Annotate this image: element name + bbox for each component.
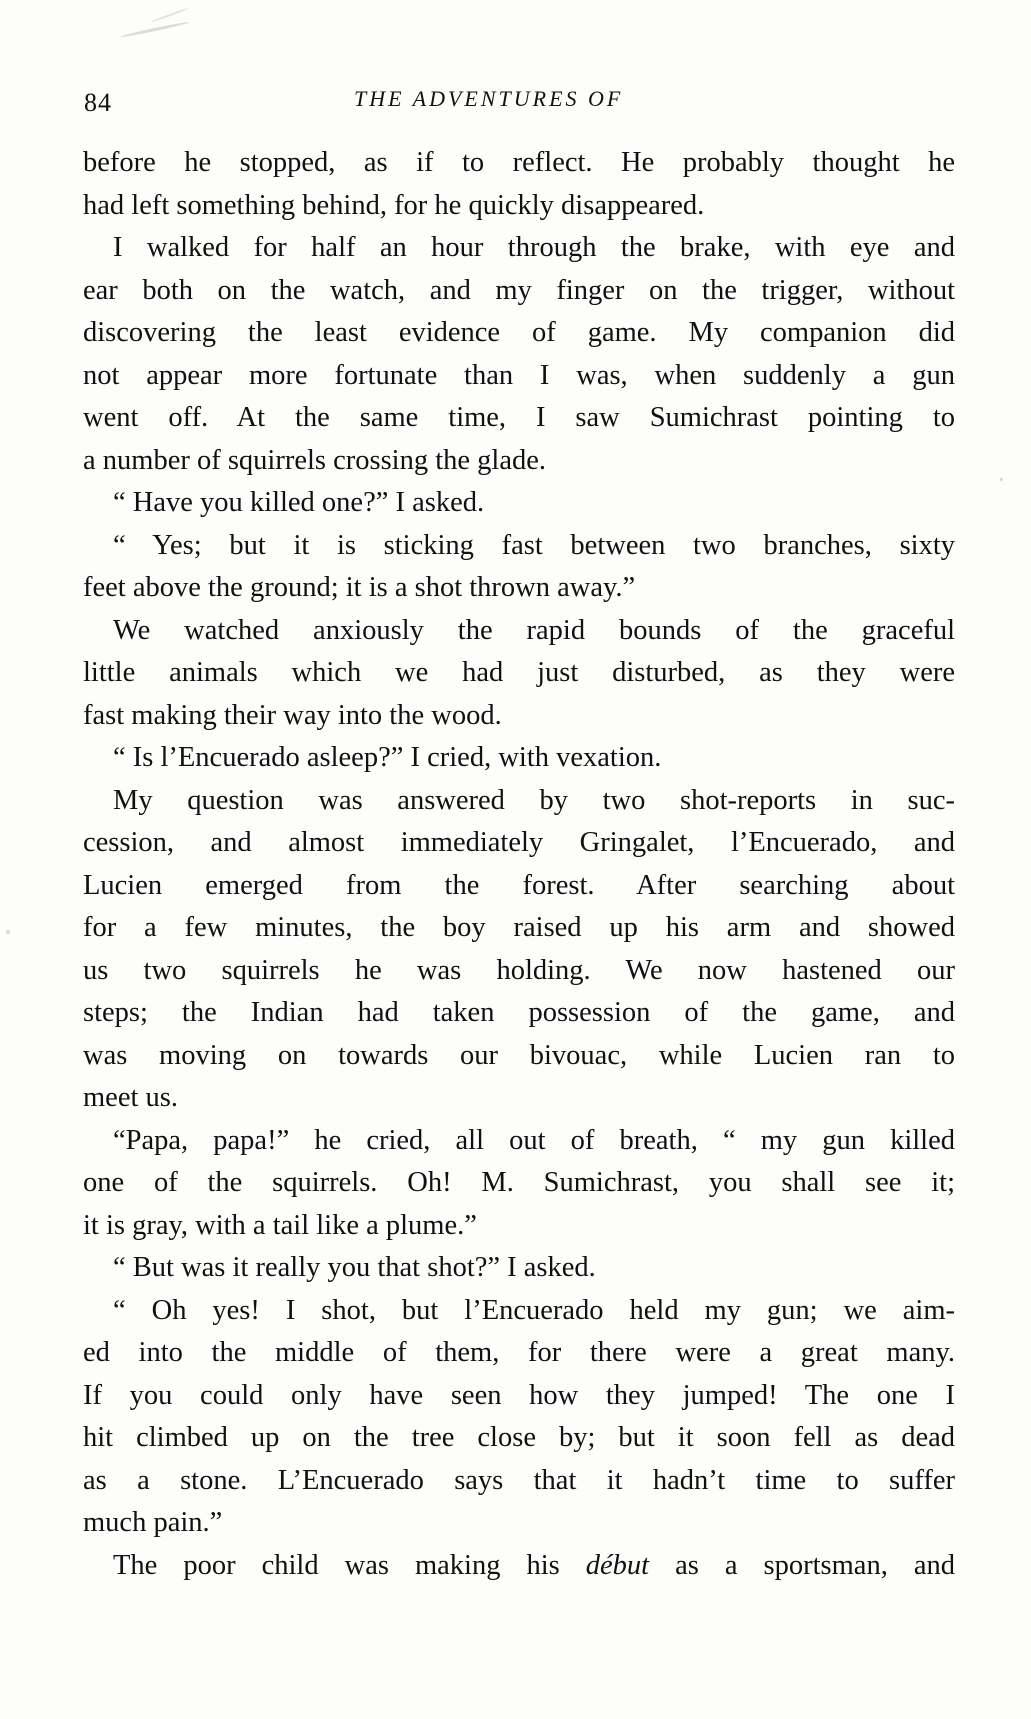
text-line: feet above the ground; it is a shot thrown away.” [83,572,636,603]
text-line: steps; the Indian had taken possession of the game, and [83,997,955,1028]
text-segment: as a sportsman, and [649,1549,955,1581]
text-line: for a few minutes, the boy raised up his arm and showed [83,912,955,943]
scan-speck [1000,478,1003,481]
text-line: cession, and almost immediately Gringalet, l’Encuerado, and [83,827,955,858]
text-line: “Papa, papa!” he cried, all out of breath, “ my gun killed [113,1124,955,1156]
body-text [83,142,955,1587]
text-segment: The poor child was making his [113,1549,586,1581]
text-line: “ Have you killed one?” I asked. [113,487,485,518]
text-line: My question was answered by two shot-reports in suc- [113,784,955,816]
text-line: much pain.” [83,1507,223,1538]
text-line: “ Yes; but it is sticking fast between two branches, sixty [113,529,955,561]
text-line: hit climbed up on the tree close by; but it soon fell as dead [83,1422,955,1453]
text-line: as a stone. L’Encuerado says that it hadn’t time to suffer [83,1464,955,1496]
text-line: discovering the least evidence of game. My companion did [83,317,955,348]
scan-speck [6,930,10,934]
text-line: was moving on towards our bivouac, while Lucien ran to [83,1039,955,1071]
text-line: us two squirrels he was holding. We now hastened our [83,954,955,986]
text-line: little animals which we had just disturbed, as they were [83,657,955,688]
text-line: went off. At the same time, I saw Sumichrast pointing to [83,402,955,433]
running-head: THE ADVENTURES OF [354,86,624,111]
text-line: If you could only have seen how they jumped! The one I [83,1379,955,1411]
text-line: We watched anxiously the rapid bounds of the graceful [113,614,955,646]
italic-word: début [585,1549,650,1581]
text-line: meet us. [83,1082,178,1113]
text-line: before he stopped, as if to reflect. He probably thought he [83,147,955,178]
text-line: fast making their way into the wood. [83,699,502,731]
text-line: ear both on the watch, and my finger on the trigger, without [83,274,955,306]
text-line: ed into the middle of them, for there were a great many. [83,1337,955,1368]
text-line: one of the squirrels. Oh! M. Sumichrast, you shall see it; [83,1167,955,1198]
text-line: had left something behind, for he quickly disappeared. [83,189,705,221]
scan-speck [120,21,189,38]
text-line: “ Oh yes! I shot, but l’Encuerado held my gun; we aim- [113,1294,955,1326]
text-line: it is gray, with a tail like a plume.” [83,1209,477,1241]
page-number: 84 [84,88,112,117]
text-line: “ Is l’Encuerado asleep?” I cried, with vexation. [113,742,662,773]
page-header [84,82,954,122]
text-line: “ But was it really you that shot?” I asked. [113,1252,596,1283]
text-line: not appear more fortunate than I was, when suddenly a gun [83,359,955,391]
text-line: I walked for half an hour through the brake, with eye and [113,232,955,263]
text-line-final [83,1545,955,1588]
scan-speck [151,7,189,23]
text-line: a number of squirrels crossing the glade. [83,444,546,476]
text-line: Lucien emerged from the forest. After searching about [83,869,955,901]
